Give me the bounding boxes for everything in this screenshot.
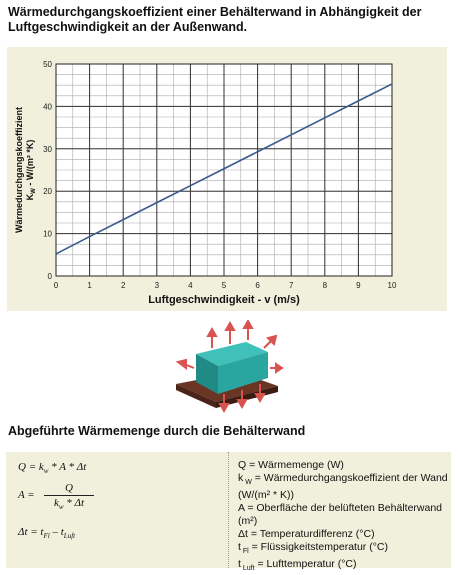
legend-column xyxy=(238,459,448,575)
legend-dt: Δt = Temperaturdifferenz (°C) xyxy=(238,528,375,541)
y-tick-label: 40 xyxy=(43,102,52,112)
x-axis-label: Luftgeschwindigkeit - v (m/s) xyxy=(148,294,300,306)
formula-panel xyxy=(6,452,451,573)
x-tick-label: 6 xyxy=(255,281,260,290)
y-tick-label: 0 xyxy=(47,272,52,281)
tank-with-airflow-arrows-icon xyxy=(172,320,284,418)
line-chart xyxy=(7,47,447,311)
formula-area-fraction: Q $k_w$ * Δt xyxy=(44,482,94,511)
legend-kw: k $_W$ = Wärmedurchgangskoeffizient der Wand (W/(m² * K)) xyxy=(238,472,448,502)
x-tick-label: 10 xyxy=(387,281,397,290)
x-tick-label: 8 xyxy=(322,281,328,290)
y-axis-label-units: $K_W - W/(m^2$ *K) xyxy=(25,139,37,201)
section-title: Abgeführte Wärmemenge durch die Behälterwand xyxy=(8,424,306,438)
y-tick-label: 20 xyxy=(43,187,52,197)
formula-area-lhs: A = xyxy=(18,489,35,501)
x-tick-label: 7 xyxy=(288,281,294,290)
x-tick-label: 2 xyxy=(120,281,126,290)
formula-heat-flow: $Q = k_w * A * \Delta t$ xyxy=(18,461,87,476)
x-tick-label: 9 xyxy=(356,281,361,290)
x-tick-label: 1 xyxy=(87,281,92,290)
page-title: Wärmedurchgangskoeffizient einer Behälterwand in Abhängigkeit der Luftgeschwindigkeit an der Außenwand. xyxy=(8,5,422,34)
x-tick-label: 5 xyxy=(221,281,227,290)
y-axis-label: Wärmedurchgangskoeffizient xyxy=(14,106,24,234)
x-tick-label: 0 xyxy=(53,281,59,290)
y-tick-label: 10 xyxy=(43,229,52,239)
tank-illustration xyxy=(172,320,284,418)
legend-tluft: t $_{Luft}$ = Lufttemperatur (°C) xyxy=(238,558,357,573)
x-tick-label: 4 xyxy=(188,281,193,290)
formula-temp-diff: $\Delta t = t_{Fl} - t_{Luft}$ xyxy=(18,526,76,541)
x-tick-label: 3 xyxy=(154,281,160,290)
y-tick-label: 30 xyxy=(43,144,52,154)
chart-panel xyxy=(7,47,447,311)
legend-q: Q = Wärmemenge (W) xyxy=(238,459,344,471)
formula-column xyxy=(6,452,229,568)
legend-a: A = Oberfläche der belüfteten Behälterwand (m²) xyxy=(238,502,443,528)
y-tick-label: 50 xyxy=(43,60,52,69)
legend-tfl: t $_{Fl}$ = Flüssigkeitstemperatur (°C) xyxy=(238,541,388,556)
